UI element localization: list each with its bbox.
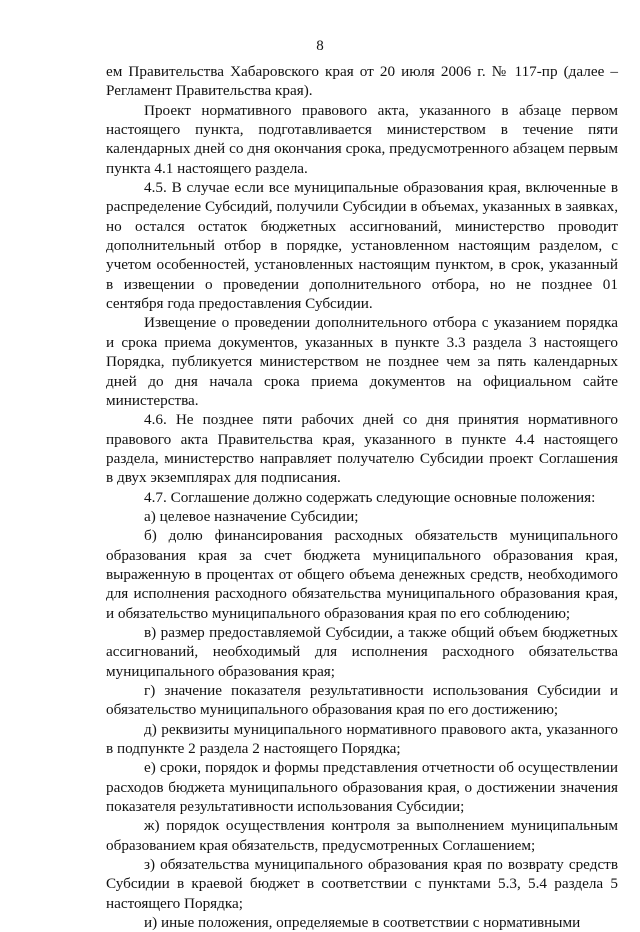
paragraph-continuation: ем Правительства Хабаровского края от 20 июля 2006 г. № 117-пр (далее – Регламент Правительства края). [106,63,618,100]
paragraph-4-6: 4.6. Не позднее пяти рабочих дней со дня принятия нормативного правового акта Правительства края, указанного в пункте 4.4 настоящего раздела, министерство направляет получателю Субсидии проект Соглашения в двух экземплярах для подписания. [106,411,618,487]
paragraph-project-preparation: Проект нормативного правового акта, указанного в абзаце первом настоящего пункта, подготавливается министерством в течение пяти календарных дней со дня окончания срока, предусмотренного абзацем первым пункта 4.1 настоящего раздела. [106,101,618,177]
list-item-z: з) обязательства муниципального образования края по возврату средств Субсидии в краевой бюджет в соответствии с пунктами 5.3, 5.4 раздела 5 настоящего Порядка; [106,856,618,912]
paragraph-4-5: 4.5. В случае если все муниципальные образования края, включенные в распределение Субсидий, получили Субсидии в объемах, указанных в заявках, но остался остаток бюджетных ассигнований, министерство проводит дополнительный отбор в порядке, установленном настоящим разделом, с учетом особенностей, установленных настоящим пунктом, в срок, указанный в извещении о проведении дополнительного отбора, но не позднее 01 сентября года предоставления Субсидии. [106,179,618,313]
page-number: 8 [316,38,324,54]
list-item-v: в) размер предоставляемой Субсидии, а также общий объем бюджетных ассигнований, необходимый для исполнения расходного обязательства муниципального образования края; [106,623,618,680]
list-item-e: е) сроки, порядок и формы представления отчетности об осуществлении расходов бюджета муниципального образования края, о достижении значения показателя результативности использования Субсидии; [106,759,618,816]
list-item-i: и) иные положения, определяемые в соответствии с нормативными [144,914,581,932]
paragraph-notice: Извещение о проведении дополнительного отбора с указанием порядка и срока приема документов, указанных в пункте 3.3 раздела 3 настоящего Порядка, публикуется министерством не позднее чем за пять календарных дней до дня начала срока приема документов на официальном сайте министерства. [106,314,618,409]
list-item-zh: ж) порядок осуществления контроля за выполнением муниципальным образованием края обязательств, предусмотренных Соглашением; [106,817,618,854]
list-item-b: б) долю финансирования расходных обязательств муниципального образования края за счет бюджета муниципального образования края, выраженную в процентах от общего объема денежных средств, необходимого для исполнения расходного обязательства муниципального образования края, и обязательство муниципального образования края по его соблюдению; [106,527,618,622]
document-body [106,62,618,932]
list-item-a: а) целевое назначение Субсидии; [144,507,359,525]
list-item-d: д) реквизиты муниципального нормативного правового акта, указанного в подпункте 2 раздела 2 настоящего Порядка; [106,720,618,758]
list-item-g: г) значение показателя результативности использования Субсидии и обязательство муниципального образования края по его достижению; [106,682,618,719]
paragraph-4-7: 4.7. Соглашение должно содержать следующие основные положения: [144,488,596,506]
